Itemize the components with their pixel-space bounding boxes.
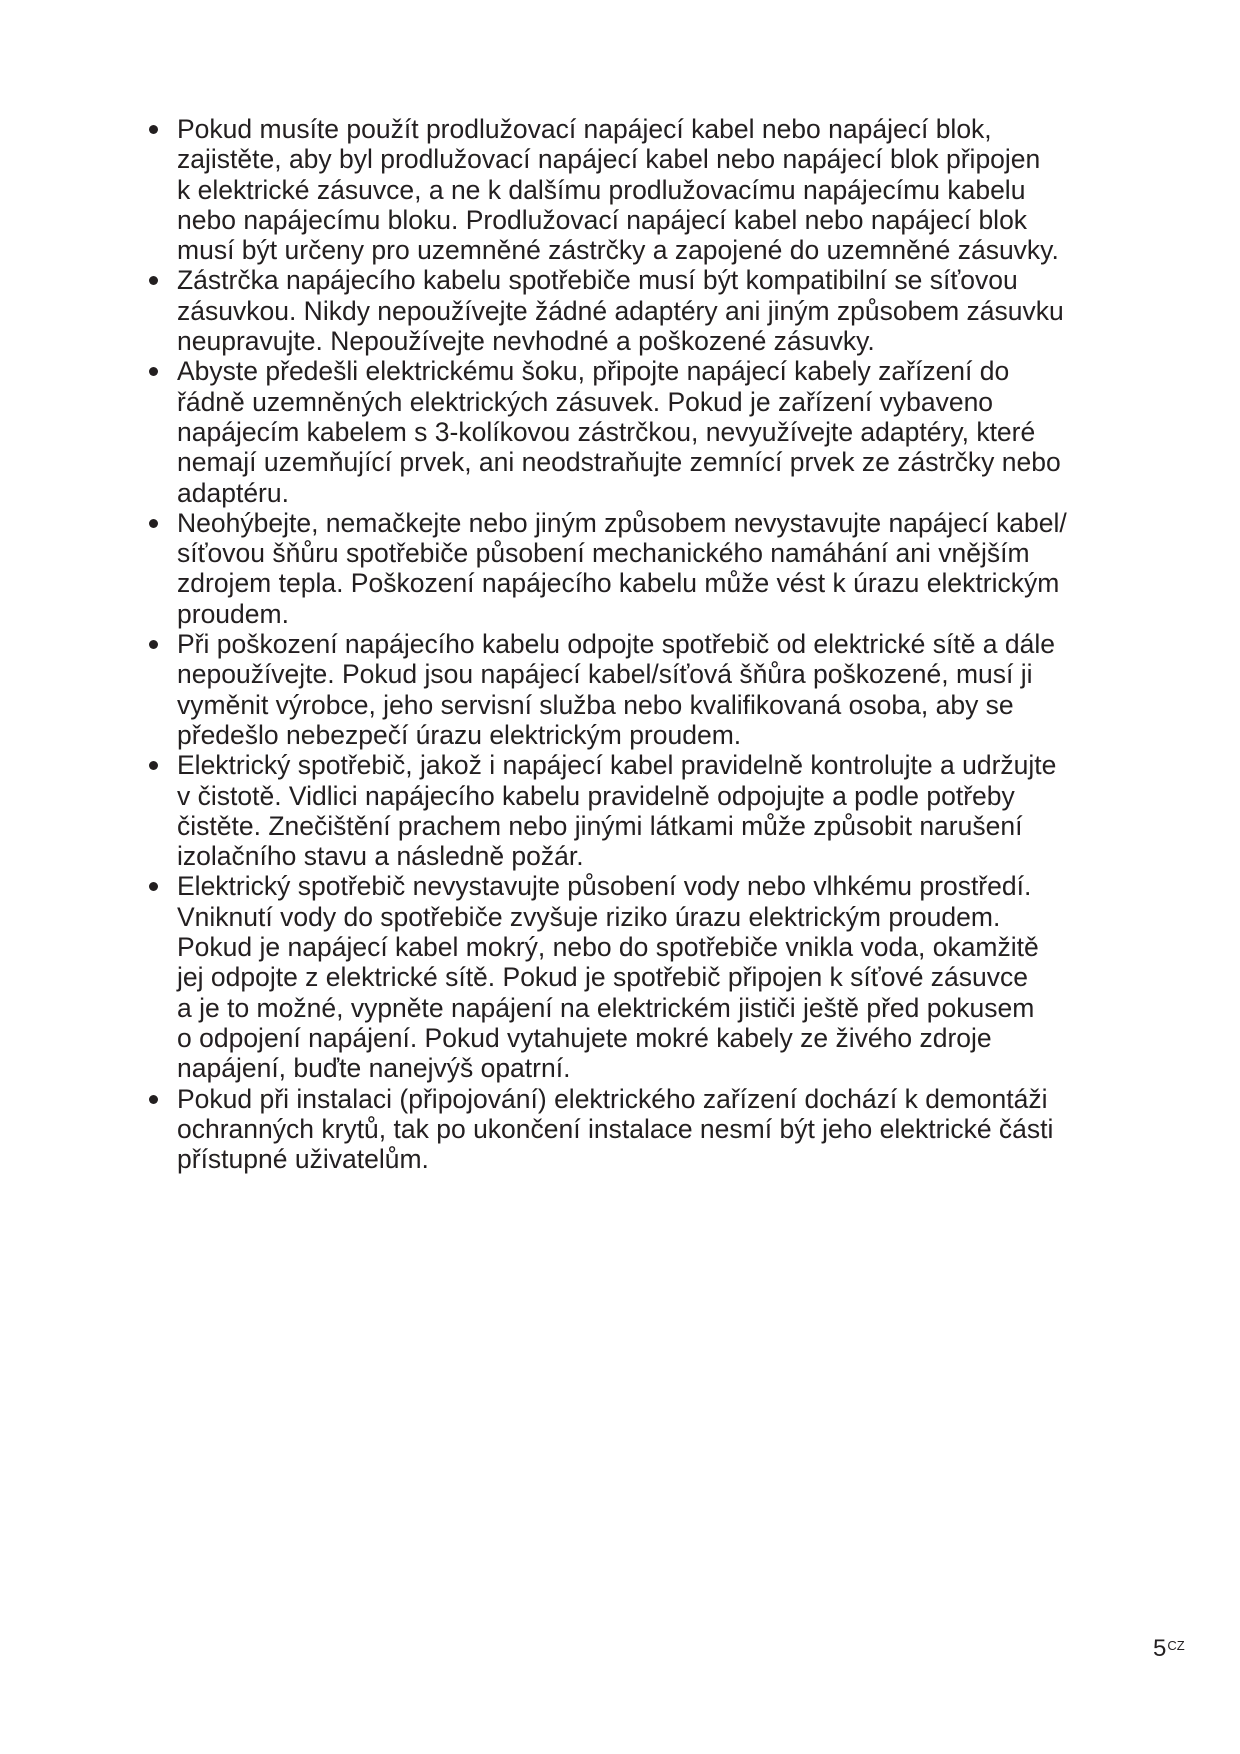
list-item-line: Zástrčka napájecího kabelu spotřebiče musí být kompatibilní se síťovou <box>177 265 1018 296</box>
list-item-line: nemají uzemňující prvek, ani neodstraňujte zemnící prvek ze zástrčky nebo <box>177 447 1061 478</box>
list-item <box>148 1084 1168 1175</box>
list-item <box>148 508 1168 629</box>
list-item <box>148 265 1168 356</box>
list-item <box>148 356 1168 507</box>
list-item-line: Pokud při instalaci (připojování) elektrického zařízení dochází k demontáži <box>177 1083 1048 1114</box>
list-item-line: Pokud je napájecí kabel mokrý, nebo do spotřebiče vnikla voda, okamžitě <box>177 932 1039 963</box>
list-item-line: zásuvkou. Nikdy nepoužívejte žádné adaptéry ani jiným způsobem zásuvku <box>177 295 1064 326</box>
list-item-line: napájecím kabelem s 3-kolíkovou zástrčkou, nevyužívejte adaptéry, které <box>177 416 1036 447</box>
list-item-line: Při poškození napájecího kabelu odpojte spotřebič od elektrické sítě a dále <box>177 629 1055 660</box>
list-item-line: vyměnit výrobce, jeho servisní služba nebo kvalifikovaná osoba, aby se <box>177 689 1014 720</box>
list-item-line: zajistěte, aby byl prodlužovací napájecí kabel nebo napájecí blok připojen <box>177 144 1041 175</box>
list-item-line: nepoužívejte. Pokud jsou napájecí kabel/síťová šňůra poškozené, musí ji <box>177 659 1033 690</box>
page-number-value: 5 <box>1153 1635 1167 1662</box>
list-item <box>148 114 1168 265</box>
list-item <box>148 871 1168 1083</box>
list-item-line: izolačního stavu a následně požár. <box>177 841 584 872</box>
list-item-line: Vniknutí vody do spotřebiče zvyšuje riziko úrazu elektrickým proudem. <box>177 901 1001 932</box>
list-item-line: Pokud musíte použít prodlužovací napájecí kabel nebo napájecí blok, <box>177 114 992 144</box>
list-item <box>148 750 1168 871</box>
list-item-line: k elektrické zásuvce, a ne k dalšímu prodlužovacímu napájecímu kabelu <box>177 174 1026 205</box>
list-item-line: jej odpojte z elektrické sítě. Pokud je spotřebič připojen k síťové zásuvce <box>177 962 1029 993</box>
list-item-line: neupravujte. Nepoužívejte nevhodné a poškozené zásuvky. <box>177 326 875 357</box>
list-item-line: síťovou šňůru spotřebiče působení mechanického namáhání ani vnějším <box>177 538 1030 569</box>
list-item-line: musí být určeny pro uzemněné zástrčky a zapojené do uzemněné zásuvky. <box>177 235 1059 266</box>
list-item-line: ochranných krytů, tak po ukončení instalace nesmí být jeho elektrické části <box>177 1113 1054 1144</box>
list-item-line: Elektrický spotřebič nevystavujte působení vody nebo vlhkému prostředí. <box>177 871 1032 902</box>
list-item-line: proudem. <box>177 598 289 629</box>
list-item-line: nebo napájecímu bloku. Prodlužovací napájecí kabel nebo napájecí blok <box>177 204 1028 235</box>
page-language-code: CZ <box>1167 1638 1185 1653</box>
list-item-line: v čistotě. Vidlici napájecího kabelu pravidelně odpojujte a podle potřeby <box>177 780 1015 811</box>
list-item-line: Abyste předešli elektrickému šoku, připojte napájecí kabely zařízení do <box>177 356 1010 387</box>
list-item-line: čistěte. Znečištění prachem nebo jinými látkami může způsobit narušení <box>177 810 1023 841</box>
list-item-line: a je to možné, vypněte napájení na elektrickém jističi ještě před pokusem <box>177 992 1035 1023</box>
list-item-line: zdrojem tepla. Poškození napájecího kabelu může vést k úrazu elektrickým <box>177 568 1060 599</box>
page-number <box>1153 1637 1185 1661</box>
list-item <box>148 629 1168 750</box>
list-item-line: Neohýbejte, nemačkejte nebo jiným způsobem nevystavujte napájecí kabel/ <box>177 507 1067 538</box>
list-item-line: předešlo nebezpečí úrazu elektrickým proudem. <box>177 719 742 750</box>
document-body <box>148 114 1168 1174</box>
list-item-line: adaptéru. <box>177 477 289 508</box>
list-item-line: přístupné uživatelům. <box>177 1144 429 1175</box>
list-item-line: o odpojení napájení. Pokud vytahujete mokré kabely ze živého zdroje <box>177 1022 992 1053</box>
list-item-line: napájení, buďte nanejvýš opatrní. <box>177 1053 571 1084</box>
list-item-line: řádně uzemněných elektrických zásuvek. Pokud je zařízení vybaveno <box>177 386 994 417</box>
list-item-line: Elektrický spotřebič, jakož i napájecí kabel pravidelně kontrolujte a udržujte <box>177 750 1057 781</box>
safety-instructions-list <box>148 114 1168 1174</box>
